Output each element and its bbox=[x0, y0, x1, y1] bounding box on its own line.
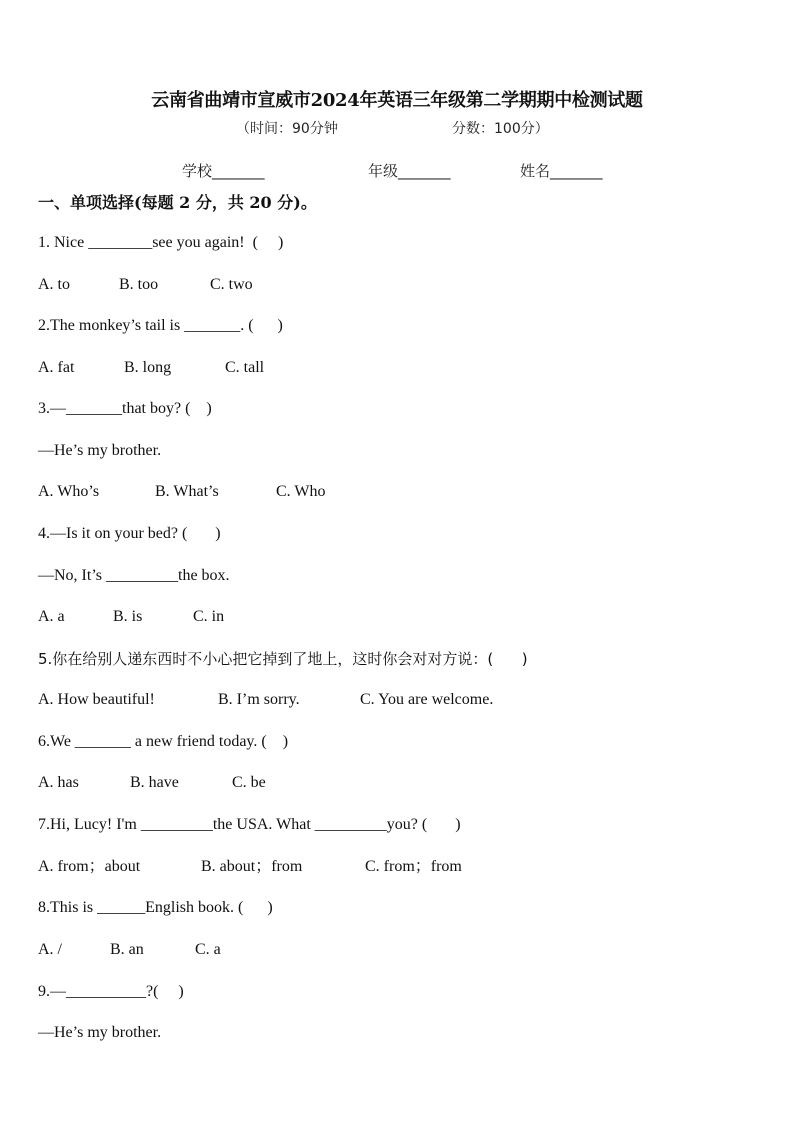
grade-field: 年级_______ bbox=[368, 162, 451, 180]
option-c: C. You are welcome. bbox=[360, 691, 494, 708]
option-a: A. from；about bbox=[38, 858, 141, 875]
school-field: 学校_______ bbox=[182, 162, 265, 180]
question-stem: 5.你在给别人递东西时不小心把它掉到了地上，这时你会对对方说：( ) bbox=[38, 650, 528, 668]
option-a: A. has bbox=[38, 774, 79, 791]
name-field: 姓名_______ bbox=[520, 162, 603, 180]
option-a: A. Who’s bbox=[38, 483, 100, 500]
page-title: 云南省曲靖市宣威市2024年英语三年级第二学期期中检测试题 bbox=[151, 90, 643, 111]
option-a: A. a bbox=[38, 608, 65, 625]
option-a: A. to bbox=[38, 276, 70, 293]
option-a: A. / bbox=[38, 941, 62, 958]
question-stem: 7.Hi, Lucy! I'm _________the USA. What _________you? ( ) bbox=[38, 816, 461, 833]
question-stem: 4.—Is it on your bed? ( ) bbox=[38, 525, 221, 542]
section-heading: 一、单项选择(每题 2 分，共 20 分)。 bbox=[38, 193, 317, 212]
time-label: （时间：90分钟 bbox=[236, 121, 338, 137]
question-extra: —He’s my brother. bbox=[38, 442, 162, 459]
option-c: C. from；from bbox=[365, 858, 462, 875]
score-label: 分数：100分） bbox=[452, 121, 549, 137]
question-stem: 8.This is ______English book. ( ) bbox=[38, 899, 273, 916]
question-stem: 3.—_______that boy? ( ) bbox=[38, 400, 212, 417]
option-c: C. two bbox=[210, 276, 253, 293]
question-extra: —No, It’s _________the box. bbox=[38, 567, 230, 584]
option-b: B. too bbox=[119, 276, 159, 293]
question-stem: 2.The monkey’s tail is _______. ( ) bbox=[38, 317, 283, 334]
option-c: C. Who bbox=[276, 483, 326, 500]
option-c: C. tall bbox=[225, 359, 265, 376]
option-b: B. long bbox=[124, 359, 172, 376]
option-b: B. an bbox=[110, 941, 144, 958]
option-b: B. I’m sorry. bbox=[218, 691, 300, 708]
question-stem: 6.We _______ a new friend today. ( ) bbox=[38, 733, 289, 750]
option-b: B. have bbox=[130, 774, 179, 791]
option-c: C. a bbox=[195, 941, 221, 958]
option-c: C. be bbox=[232, 774, 266, 791]
option-b: B. What’s bbox=[155, 483, 219, 500]
option-b: B. about；from bbox=[201, 858, 303, 875]
question-stem: 9.—__________?( ) bbox=[38, 983, 184, 1000]
option-c: C. in bbox=[193, 608, 225, 625]
option-b: B. is bbox=[113, 608, 143, 625]
option-a: A. fat bbox=[38, 359, 75, 376]
question-stem: 1. Nice ________see you again! ( ) bbox=[38, 234, 284, 251]
option-a: A. How beautiful! bbox=[38, 691, 155, 708]
question-extra: —He’s my brother. bbox=[38, 1024, 162, 1041]
